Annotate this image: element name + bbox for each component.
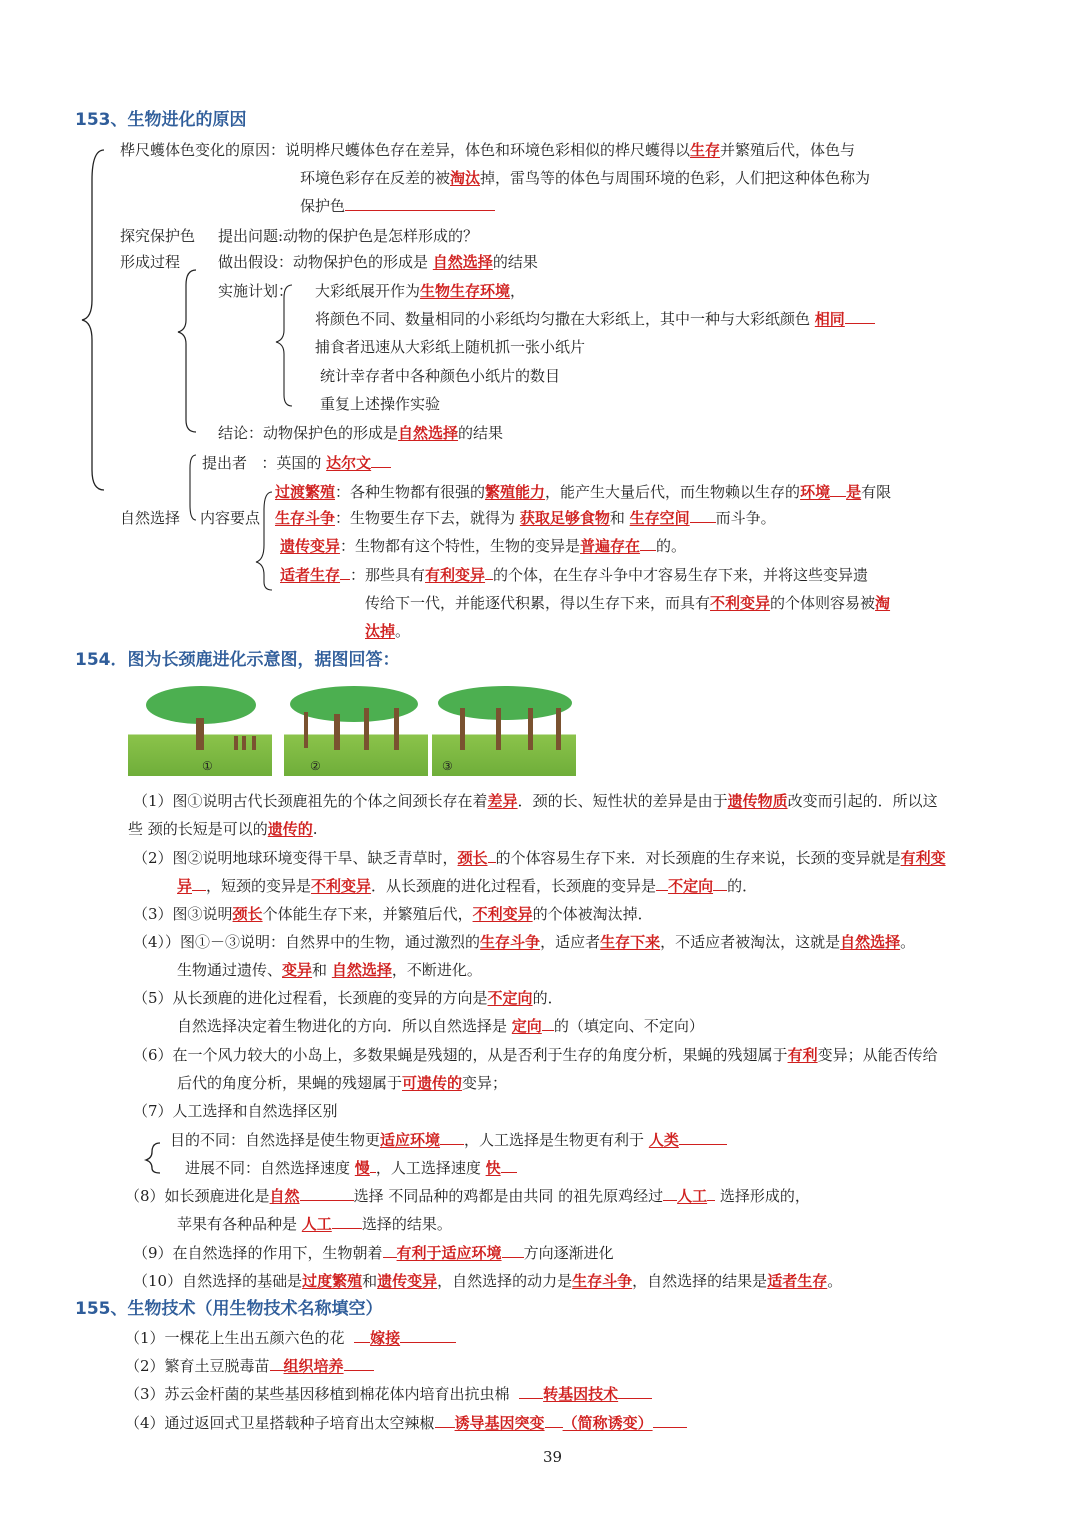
page-number: 39	[543, 1448, 563, 1466]
question-5-cont: 自然选择决定着生物进化的方向．所以自然选择是 定向 的（填定向、不定向）	[177, 1017, 704, 1035]
natural-selection-label: 自然选择	[120, 509, 181, 527]
text-line: 汰掉。	[365, 622, 411, 640]
text-line: 捕食者迅速从大彩纸上随机抓一张小纸片	[315, 338, 586, 356]
section-title-155: 155、生物技术（用生物技术名称填空）	[75, 1299, 383, 1319]
explore-label: 形成过程	[120, 253, 181, 271]
text-line: 结论：动物保护色的形成是自然选择的结果	[218, 424, 504, 442]
content-label: 内容要点	[200, 509, 261, 527]
question-7: （7）人工选择和自然选择区别	[133, 1102, 338, 1120]
giraffe-image-3	[432, 684, 576, 776]
tech-1: （1）一棵花上生出五颜六色的花 嫁接	[125, 1328, 456, 1348]
text-line: 做出假设：动物保护色的形成是 自然选择的结果	[218, 253, 538, 271]
explore-label: 探究保护色	[120, 227, 196, 245]
question-9: （9）在自然选择的作用下，生物朝着 有利于适应环境 方向逐渐进化	[133, 1244, 614, 1262]
text-line: 环境色彩存在反差的被淘汰掉，雷鸟等的体色与周围环境的色彩，人们把这种体色称为	[300, 169, 871, 187]
text-line: 提出者 ：英国的 达尔文	[202, 453, 391, 473]
tech-4: （4）通过返回式卫星搭载种子培育出太空辣椒 诱导基因突变 （简称诱变）	[125, 1413, 687, 1433]
text-line: 将颜色不同、数量相同的小彩纸均匀撒在大彩纸上，其中一种与大彩纸颜色 相同	[315, 309, 875, 329]
question-7-a: 目的不同：自然选择是使生物更适应环境 ，人工选择是生物更有利于 人类	[170, 1130, 727, 1150]
plan-label: 实施计划：	[218, 282, 294, 300]
question-1: （1）图①说明古代长颈鹿祖先的个体之间颈长存在着差异．颈的长、短性状的差异是由于遗传物质改变而引起的．所以这	[133, 792, 938, 810]
text-line: 桦尺蠖体色变化的原因：说明桦尺蠖体色存在差异，体色和环境色彩相似的桦尺蠖得以生存并繁殖后代，体色与	[120, 141, 856, 159]
text-line: 大彩纸展开作为生物生存环境，	[315, 282, 526, 300]
text-line: 过渡繁殖：各种生物都有很强的繁殖能力，能产生大量后代，而生物赖以生存的环境 是有限	[275, 483, 892, 501]
text-line: 保护色	[300, 196, 495, 216]
text-line: 适者生存 ：那些具有有利变异 的个体，在生存斗争中才容易生存下来，并将这些变异遗	[280, 566, 869, 584]
tech-2: （2）繁育土豆脱毒苗 组织培养	[125, 1356, 374, 1376]
question-8-cont: 苹果有各种品种是 人工 选择的结果。	[177, 1215, 452, 1233]
text-line: 传给下一代，并能逐代积累，得以生存下来，而具有不利变异的个体则容易被淘	[365, 594, 891, 612]
giraffe-image-1	[128, 684, 272, 776]
image-label: ①	[202, 759, 213, 773]
section-title-154: 154．图为长颈鹿进化示意图，据图回答：	[75, 650, 400, 670]
question-2-cont: 异 ，短颈的变异是不利变异．从长颈鹿的进化过程看，长颈鹿的变异是 不定向 的．	[177, 877, 758, 895]
text-line: 提出问题:动物的保护色是怎样形成的？	[218, 227, 479, 245]
question-6: （6）在一个风力较大的小岛上，多数果蝇是残翅的，从是否利于生存的角度分析，果蝇的残翅属于有利变异；从能否传给	[133, 1046, 938, 1064]
question-4: （4））图①－③说明：自然界中的生物，通过激烈的生存斗争，适应者生存下来，不适应者被淘汰，这就是自然选择。	[133, 933, 916, 951]
question-6-cont: 后代的角度分析，果蝇的残翅属于可遗传的变异；	[177, 1074, 508, 1092]
section-title-153: 153、生物进化的原因	[75, 110, 247, 130]
giraffe-image-2	[284, 684, 428, 776]
question-10: （10）自然选择的基础是过度繁殖和遗传变异，自然选择的动力是生存斗争，自然选择的结果是适者生存。	[133, 1272, 843, 1290]
image-label: ②	[310, 759, 321, 773]
image-label: ③	[442, 759, 453, 773]
tech-3: （3）苏云金杆菌的某些基因移植到棉花体内培育出抗虫棉 转基因技术	[125, 1384, 652, 1404]
question-4-cont: 生物通过遗传、变异和 自然选择，不断进化。	[177, 961, 482, 979]
question-2: （2）图②说明地球环境变得干旱、缺乏青草时，颈长 的个体容易生存下来．对长颈鹿的生存来说，长颈的变异就是有利变	[133, 849, 946, 867]
text-line: 重复上述操作实验	[320, 395, 441, 413]
text-line: 遗传变异：生物都有这个特性，生物的变异是普遍存在 的。	[280, 537, 687, 555]
question-1-cont: 些 颈的长短是可以的遗传的.	[128, 820, 318, 838]
answer-blank	[345, 196, 495, 211]
text-line: 生存斗争：生物要生存下去，就得为 获取足够食物和 生存空间 而斗争。	[275, 509, 776, 527]
question-3: （3）图③说明颈长个体能生存下来，并繁殖后代，不利变异的个体被淘汰掉．	[133, 905, 653, 923]
question-5: （5）从长颈鹿的进化过程看，长颈鹿的变异的方向是不定向的．	[133, 989, 563, 1007]
text-line: 统计幸存者中各种颜色小纸片的数目	[320, 367, 561, 385]
question-8: （8）如长颈鹿进化是自然 选择 不同品种的鸡都是由共同 的祖先原鸡经过 人工 选择形成的，	[125, 1187, 810, 1205]
question-7-b: 进展不同：自然选择速度 慢 ，人工选择速度 快	[185, 1158, 517, 1178]
